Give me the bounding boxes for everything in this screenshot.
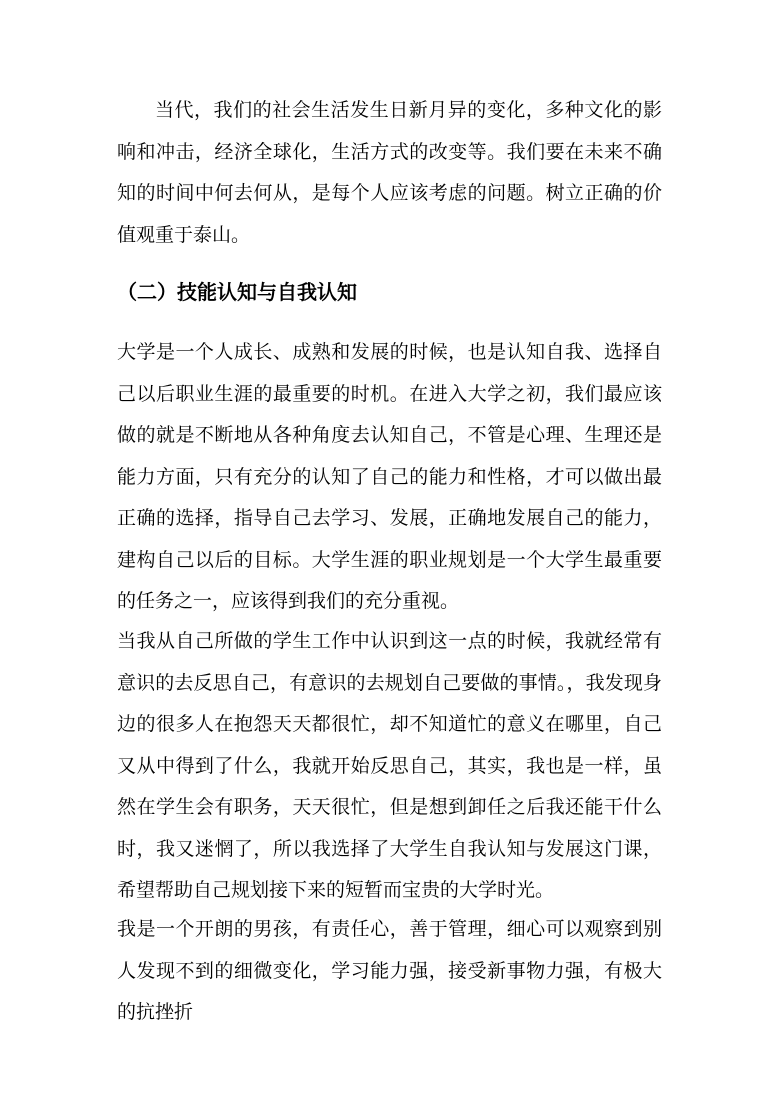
body-paragraph-reflection: 当我从自己所做的学生工作中认识到这一点的时候，我就经常有意识的去反思自己，有意识的去规划自己要做的事情。，我发现身边的很多人在抱怨天天都很忙，却不知道忙的意义在哪里，自己又从中得到了什么，我就开始反思自己，其实，我也是一样，虽然在学生会有职务，天天很忙，但是想到卸任之后我还能干什么时，我又迷惘了，所以我选择了大学生自我认知与发展这门课，希望帮助自己规划接下来的短暂而宝贵的大学时光。 xyxy=(117,630,662,901)
body-paragraph-self-cognition: 大学是一个人成长、成熟和发展的时候，也是认知自我、选择自己以后职业生涯的最重要的时机。在进入大学之初，我们最应该做的就是不断地从各种角度去认知自己，不管是心理、生理还是能力方面，只有充分的认知了自己的能力和性格，才可以做出最正确的选择，指导自己去学习、发展，正确地发展自己的能力，建构自己以后的目标。大学生涯的职业规划是一个大学生最重要的任务之一，应该得到我们的充分重视。 xyxy=(117,341,662,612)
intro-paragraph: 当代，我们的社会生活发生日新月异的变化，多种文化的影响和冲击，经济全球化，生活方式的改变等。我们要在未来不确知的时间中何去何从，是每个人应该考虑的问题。树立正确的价值观重于泰山。 xyxy=(117,99,662,246)
body-paragraph-personality: 我是一个开朗的男孩，有责任心，善于管理，细心可以观察到别人发现不到的细微变化，学习能力强，接受新事物力强，有极大的抗挫折 xyxy=(117,918,662,1023)
section-heading: （二）技能认知与自我认知 xyxy=(117,280,357,304)
